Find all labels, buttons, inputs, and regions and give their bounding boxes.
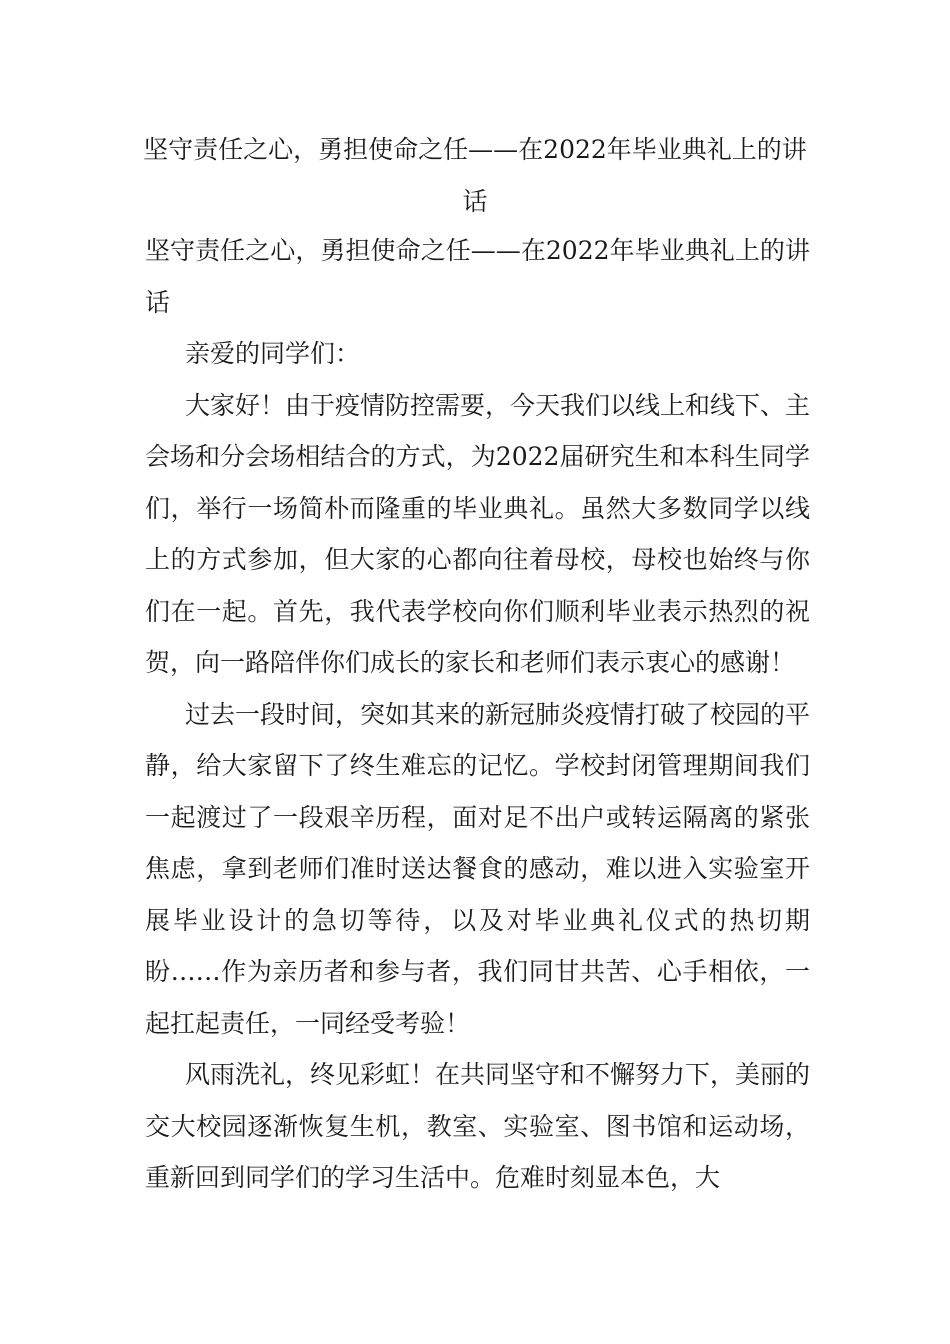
paragraph-3: 风雨洗礼，终见彩虹！在共同坚守和不懈努力下，美丽的交大校园逐渐恢复生机，教室、实验室、图书馆和运动场，重新回到同学们的学习生活中。危难时刻显本色，大 xyxy=(145,1060,811,1192)
paragraph-1: 大家好！由于疫情防控需要，今天我们以线上和线下、主会场和分会场相结合的方式，为2022届研究生和本科生同学们，举行一场简朴而隆重的毕业典礼。虽然大多数同学以线上的方式参加，但大家的心都向往着母校，母校也始终与你们在一起。首先，我代表学校向你们顺利毕业表示热烈的祝贺，向一路陪伴你们成长的家长和老师们表示衷心的感谢！ xyxy=(145,390,811,677)
document-title: 坚守责任之心，勇担使命之任——在2022年毕业典礼上的讲话 xyxy=(143,135,807,216)
greeting: 亲爱的同学们： xyxy=(185,339,361,368)
repeated-title: 坚守责任之心，勇担使命之任——在2022年毕业典礼上的讲话 xyxy=(145,236,810,317)
document-body xyxy=(145,225,810,1204)
paragraph-2: 过去一段时间，突如其来的新冠肺炎疫情打破了校园的平静，给大家留下了终生难忘的记忆。学校封闭管理期间我们一起渡过了一段艰辛历程，面对足不出户或转运隔离的紧张焦虑，拿到老师们准时送达餐食的感动，难以进入实验室开展毕业设计的急切等待，以及对毕业典礼仪式的热切期盼……作为亲历者和参与者，我们同甘共苦、心手相依，一起扛起责任，一同经受考验！ xyxy=(145,699,811,1038)
